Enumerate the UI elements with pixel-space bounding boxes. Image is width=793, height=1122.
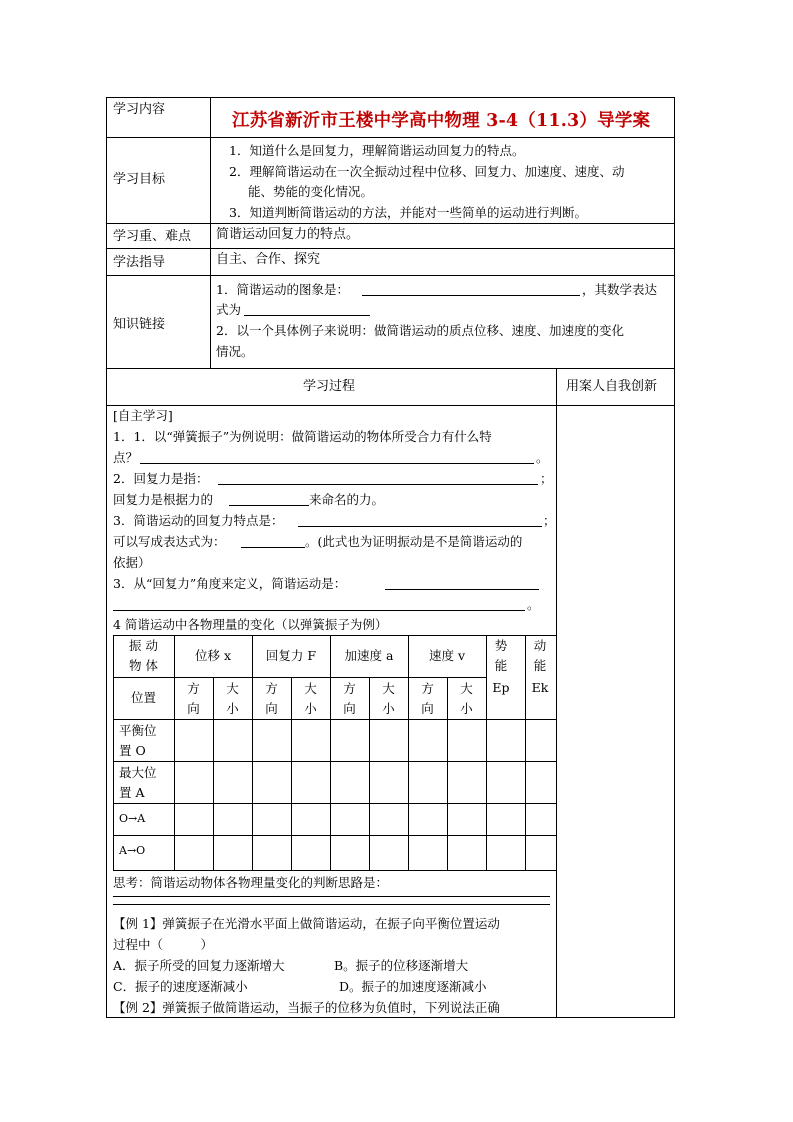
table-header-object: 振 动 xyxy=(129,638,158,653)
knowledge-line: 式为 xyxy=(216,302,242,317)
table-header-displacement: 位移 x xyxy=(194,648,232,663)
table-header-restoring-force: 回复力 F xyxy=(265,648,317,663)
row-divider xyxy=(106,248,675,249)
row-divider xyxy=(106,405,675,406)
sub-header-magnitude: 小 xyxy=(460,701,473,716)
sub-header-direction: 向 xyxy=(421,701,434,716)
blank-line xyxy=(244,315,370,316)
question-line: ； xyxy=(540,471,553,486)
row-label: 置 O xyxy=(119,743,146,758)
knowledge-line: 1．简谐运动的图象是： xyxy=(216,282,349,297)
sub-header-direction: 方 xyxy=(343,681,356,696)
row-divider xyxy=(106,275,675,276)
method-text: 自主、合作、探究 xyxy=(216,252,321,267)
table-header-ep: 势 xyxy=(494,638,508,653)
question-line: ； xyxy=(543,513,556,528)
focus-label: 学习重、难点 xyxy=(113,229,192,244)
blank-line xyxy=(113,610,525,611)
question-line: 3．简谐运动的回复力特点是： xyxy=(113,513,284,528)
table-header-acceleration: 加速度 a xyxy=(344,648,394,663)
sub-header-direction: 向 xyxy=(343,701,356,716)
example-2-text: 【例 2】弹簧振子做简谐运动，当振子的位移为负值时，下列说法正确 xyxy=(113,1000,500,1015)
self-innovation-header: 用案人自我创新 xyxy=(566,379,658,394)
row-label: 置 A xyxy=(119,785,145,800)
sub-header-direction: 方 xyxy=(421,681,434,696)
example-1-option-d: D。振子的加速度逐渐减小 xyxy=(339,979,487,994)
question-line: 1．1．以“弹簧振子”为例说明：做简谐运动的物体所受合力有什么特 xyxy=(113,429,492,444)
example-1-option-b: B。振子的位移逐渐增大 xyxy=(334,958,469,973)
table-header-ek: Ek xyxy=(531,680,549,695)
table-header-ep: Ep xyxy=(492,680,510,695)
row-label: A→O xyxy=(119,844,146,857)
blank-line xyxy=(385,589,539,590)
blank-line xyxy=(241,547,305,548)
focus-text: 简谐运动回复力的特点。 xyxy=(216,227,360,242)
row-label: O→A xyxy=(119,812,146,825)
knowledge-line: 情况。 xyxy=(216,344,254,359)
page-bottom-line xyxy=(106,1017,675,1018)
table-line xyxy=(174,635,175,871)
example-1-option-a: A．振子所受的回复力逐渐增大 xyxy=(113,958,285,973)
question-line: 回复力是根据力的 xyxy=(113,492,214,507)
question-line: 来命名的力。 xyxy=(309,492,385,507)
column-divider xyxy=(210,97,211,368)
blank-line xyxy=(298,526,542,527)
sub-header-direction: 方 xyxy=(187,681,200,696)
objective-line: 能、势能的变化情况。 xyxy=(248,184,374,199)
sub-header-magnitude: 小 xyxy=(304,701,317,716)
row-label: 最大位 xyxy=(119,765,157,780)
sub-header-direction: 向 xyxy=(187,701,200,716)
table-line xyxy=(113,761,557,762)
objective-line: 2．理解简谐运动在一次全振动过程中位移、回复力、加速度、速度、动 xyxy=(229,164,625,179)
question-line: 点？ xyxy=(113,450,139,465)
question-line: 2．回复力是指： xyxy=(113,471,209,486)
sub-header-magnitude: 小 xyxy=(382,701,395,716)
table-header-ek: 能 xyxy=(533,658,547,673)
table-line xyxy=(113,835,557,836)
blank-line xyxy=(113,896,550,897)
sub-header-magnitude: 大 xyxy=(226,681,239,696)
knowledge-line: 2．以一个具体例子来说明：做简谐运动的质点位移、速度、加速度的变化 xyxy=(216,323,624,338)
blank-line xyxy=(113,904,550,905)
blank-line xyxy=(362,295,580,296)
knowledge-line: ，其数学表达 xyxy=(582,282,658,297)
method-label: 学法指导 xyxy=(113,255,166,270)
row-divider xyxy=(106,368,675,369)
question-line: 3．从“回复力”角度来定义，简谐运动是： xyxy=(113,576,347,591)
table-line xyxy=(113,803,557,804)
table-header-ek: 动 xyxy=(533,638,547,653)
table-header-position: 位置 xyxy=(130,690,156,705)
question-line: 。(此式也为证明振动是不是简谐运动的 xyxy=(305,534,523,549)
table-line xyxy=(113,677,174,678)
example-1-text: 【例 1】弹簧振子在光滑水平面上做简谐运动，在振子向平衡位置运动 xyxy=(113,916,500,931)
sub-header-direction: 向 xyxy=(265,701,278,716)
sub-header-magnitude: 大 xyxy=(304,681,317,696)
process-header: 学习过程 xyxy=(303,379,356,394)
sub-header-direction: 方 xyxy=(265,681,278,696)
table-line xyxy=(252,635,253,871)
table-title: 4 简谐运动中各物理量的变化（以弹簧振子为例） xyxy=(113,617,388,632)
thinking-prompt: 思考：简谐运动物体各物理量变化的判断思路是： xyxy=(113,875,389,890)
row-label: 平衡位 xyxy=(119,723,157,738)
table-header-velocity: 速度 v xyxy=(428,648,466,663)
row-divider xyxy=(106,137,675,138)
sub-header-magnitude: 大 xyxy=(382,681,395,696)
objective-line: 3．知道判断简谐运动的方法，并能对一些简单的运动进行判断。 xyxy=(229,205,587,220)
sub-header-magnitude: 小 xyxy=(226,701,239,716)
row-divider xyxy=(106,223,675,224)
table-line xyxy=(113,719,557,720)
blank-line xyxy=(218,484,538,485)
example-1-option-c: C．振子的速度逐渐减小 xyxy=(113,979,248,994)
objectives-label: 学习目标 xyxy=(113,172,166,187)
content-label: 学习内容 xyxy=(113,102,166,117)
table-header-object: 物 体 xyxy=(129,658,158,673)
self-study-label: [自主学习] xyxy=(113,408,173,423)
table-header-ep: 能 xyxy=(494,658,508,673)
question-line: 依据） xyxy=(113,555,151,570)
blank-line xyxy=(229,505,309,506)
table-line xyxy=(408,635,409,871)
page-title: 江苏省新沂市王楼中学高中物理 3-4（11.3）导学案 xyxy=(232,111,651,131)
question-line: 。 xyxy=(536,450,549,465)
objective-line: 1．知道什么是回复力，理解简谐运动回复力的特点。 xyxy=(229,143,525,158)
example-1-text: 过程中（ ） xyxy=(113,937,214,952)
blank-line xyxy=(140,463,534,464)
question-line: 可以写成表达式为： xyxy=(113,534,226,549)
knowledge-label: 知识链接 xyxy=(113,317,166,332)
table-line xyxy=(330,635,331,871)
sub-header-magnitude: 大 xyxy=(460,681,473,696)
question-line: 。 xyxy=(527,597,540,612)
